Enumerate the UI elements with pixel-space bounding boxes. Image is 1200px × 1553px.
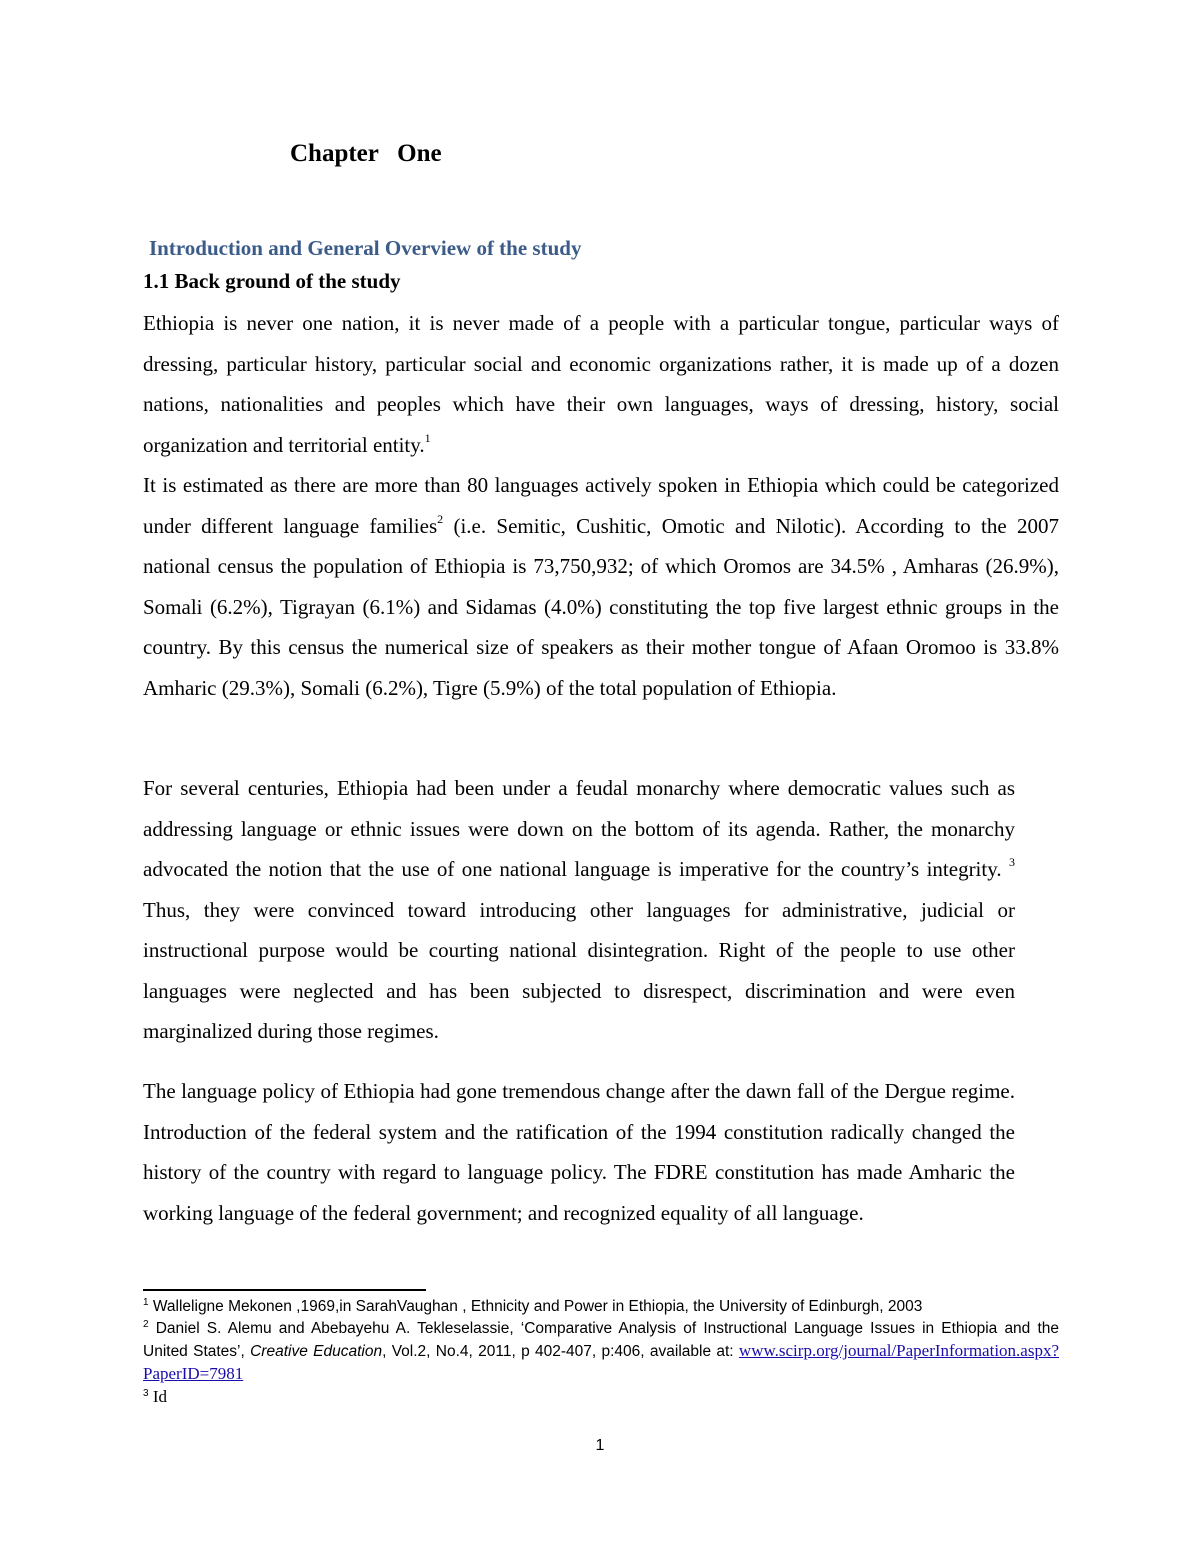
paragraph-2: [143, 465, 1059, 708]
footnote-2-text-b: , Vol.2, No.4, 2011, p 402-407, p:406, available at:: [382, 1343, 734, 1360]
chapter-title: Chapter One: [290, 140, 442, 167]
footnote-2-journal: Creative Education: [250, 1343, 383, 1360]
footnotes: [143, 1296, 1059, 1409]
paragraph-3-text-b: Thus, they were convinced toward introducing other languages for administrative, judicial or instructional purpose would be courting national disintegration. Right of the people to use other languages were neglected and has been subjected to disrespect, discrimination and were even marginalized during those regimes.: [143, 897, 1015, 1043]
paragraph-3-text-a: For several centuries, Ethiopia had been under a feudal monarchy where democratic values such as addressing language or ethnic issues were down on the bottom of its agenda. Rather, the monarchy advocated the notion that the use of one national language is imperative for the country’s integrity.: [143, 776, 1015, 881]
paragraph-1-text: Ethiopia is never one nation, it is never made of a people with a particular tongue, particular ways of dressing, particular history, particular social and economic organizations rather, it is made up of a dozen nations, nationalities and peoples which have their own languages, ways of dressing, history, social organization and territorial entity.: [143, 311, 1059, 457]
paragraph-2-text-b: (i.e. Semitic, Cushitic, Omotic and Nilotic). According to the 2007 national census the population of Ethiopia is 73,750,932; of which Oromos are 34.5% , Amharas (26.9%), Somali (6.2%), Tigrayan (6.1%) and Sidamas (4.0%) constituting the top five largest ethnic groups in the country. By this census the numerical size of speakers as their mother tongue of Afaan Oromoo is 33.8% Amharic (29.3%), Somali (6.2%), Tigre (5.9%) of the total population of Ethiopia.: [143, 513, 1060, 700]
footnote-3-text: Id: [148, 1387, 167, 1406]
footnote-ref-2[interactable]: 2: [437, 511, 444, 526]
footnote-2-number: 2: [143, 1319, 149, 1330]
footnote-ref-3[interactable]: 3: [1009, 855, 1015, 869]
sub-heading: 1.1 Back ground of the study: [143, 269, 401, 293]
footnote-2: [143, 1318, 1059, 1386]
footnote-2-text-a: Daniel S. Alemu and Abebayehu A. Tekleselassie, ‘Comparative Analysis of Instructional Language Issues in Ethiopia and the United States’,: [143, 1320, 1059, 1360]
footnote-ref-1[interactable]: 1: [424, 430, 431, 445]
paragraph-4-text: The language policy of Ethiopia had gone tremendous change after the dawn fall of the Dergue regime. Introduction of the federal system and the ratification of the 1994 constitution radically changed the history of the country with regard to language policy. The FDRE constitution has made Amharic the working language of the federal government; and recognized equality of all language.: [143, 1079, 1015, 1225]
paragraph-2-text-a: It is estimated as there are more than 80 languages actively spoken in Ethiopia which could be categorized under different language families: [143, 473, 1059, 538]
paragraph-1: [143, 303, 1059, 465]
footnote-3-number: 3: [143, 1388, 149, 1399]
footnote-1: [143, 1296, 1059, 1318]
footnote-1-number: 1: [143, 1297, 149, 1308]
footnote-separator: [143, 1289, 426, 1291]
section-heading: Introduction and General Overview of the study: [149, 236, 582, 260]
paragraph-4: [143, 1071, 1015, 1233]
page-number: 1: [595, 1437, 605, 1454]
paragraph-3: [143, 768, 1015, 1052]
footnote-3: [143, 1386, 1059, 1409]
footnote-2-link[interactable]: www.scirp.org/journal/PaperInformation.aspx?PaperID=7981: [143, 1341, 1060, 1383]
footnote-1-text: Walleligne Mekonen ,1969,in SarahVaughan , Ethnicity and Power in Ethiopia, the University of Edinburgh, 2003: [148, 1298, 923, 1315]
